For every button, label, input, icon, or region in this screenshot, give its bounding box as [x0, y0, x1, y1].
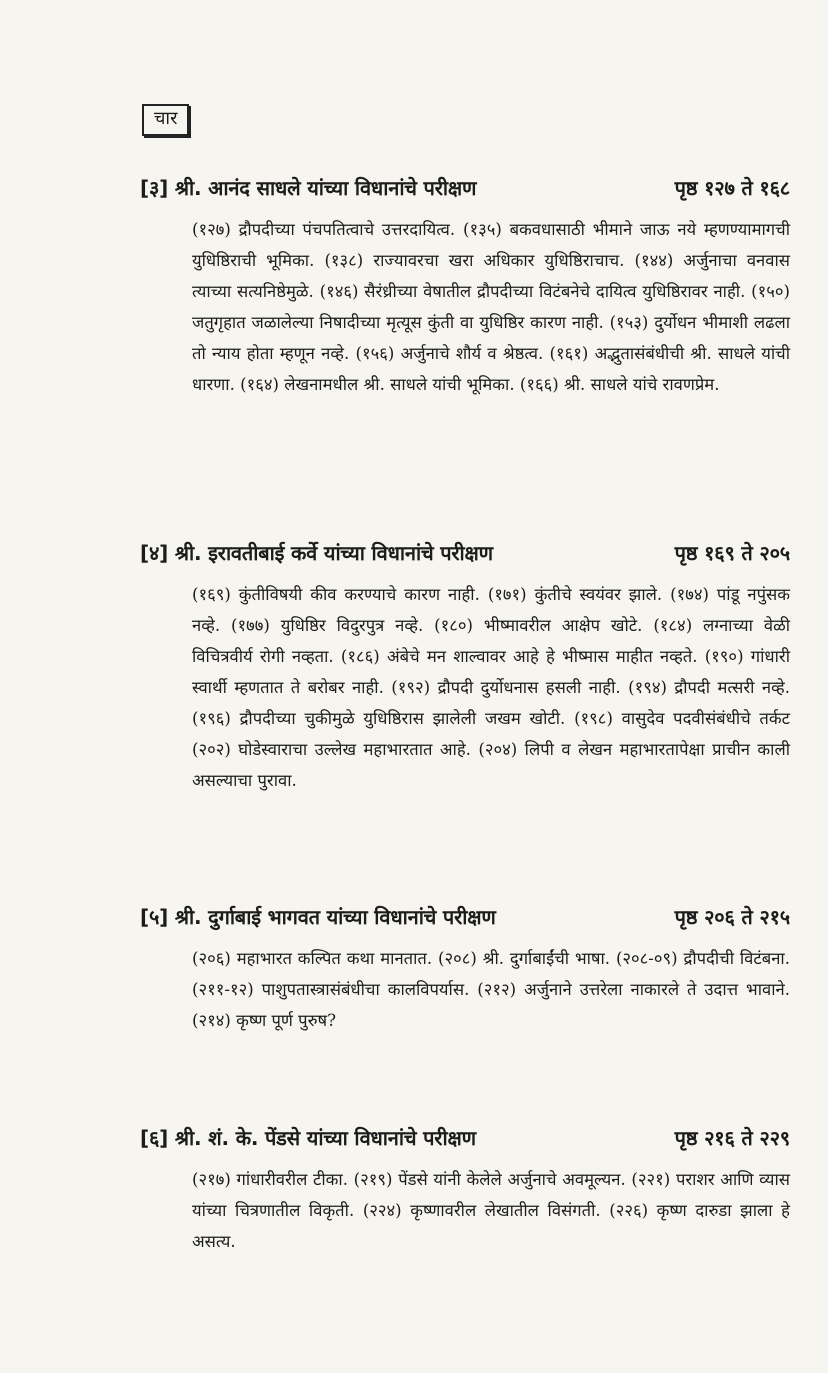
section-title: [५] श्री. दुर्गाबाई भागवत यांच्या विधानांचे परीक्षण	[140, 905, 496, 929]
section-body: (२०६) महाभारत कल्पित कथा मानतात. (२०८) श्री. दुर्गाबाईंची भाषा. (२०८-०९) द्रौपदीची विटंबना. (२११-१२) पाशुपतास्त्रासंबंधीचा कालविपर्यास. (२१२) अर्जुनाने उत्तरेला नाकारले ते उदात्त भावाने. (२१४) कृष्ण पूर्ण पुरुष?	[192, 949, 790, 1030]
section-title: [३] श्री. आनंद साधले यांच्या विधानांचे परीक्षण	[140, 176, 477, 200]
section-heading	[140, 174, 790, 202]
section-body: (२१७) गांधारीवरील टीका. (२१९) पेंडसे यांनी केलेले अर्जुनाचे अवमूल्यन. (२२१) पराशर आणि व्यास यांच्या चित्रणातील विकृती. (२२४) कृष्णावरील लेखातील विसंगती. (२२६) कृष्ण दारुडा झाला हे असत्य.	[192, 1170, 790, 1251]
section-body: (१६९) कुंतीविषयी कीव करण्याचे कारण नाही. (१७१) कुंतीचे स्वयंवर झाले. (१७४) पांडू नपुंसक नव्हे. (१७७) युधिष्ठिर विदुरपुत्र नव्हे. (१८०) भीष्मावरील आक्षेप खोटे. (१८४) लग्नाच्या वेळी विचित्रवीर्य रोगी नव्हता. (१८६) अंबेचे मन शाल्वावर आहे हे भीष्मास माहीत नव्हते. (१९०) गांधारी स्वार्थी म्हणतात ते बरोबर नाही. (१९२) द्रौपदी दुर्योधनास हसली नाही. (१९४) द्रौपदी मत्सरी नव्हे. (१९६) द्रौपदीच्या चुकीमुळे युधिष्ठिरास झालेली जखम खोटी. (१९८) वासुदेव पदवीसंबंधीचे तर्कट (२०२) घोडेस्वाराचा उल्लेख महाभारतात आहे. (२०४) लिपी व लेखन महाभारतापेक्षा प्राचीन काली असल्याचा पुरावा.	[192, 585, 790, 790]
toc-section-6	[140, 1124, 790, 1257]
page-range: पृष्ठ १२७ ते १६८	[674, 176, 790, 200]
page-range: पृष्ठ २१६ ते २२९	[674, 1126, 790, 1150]
page-range: पृष्ठ २०६ ते २१५	[674, 905, 790, 929]
page-number-label: चार	[142, 104, 189, 136]
section-title: [४] श्री. इरावतीबाई कर्वे यांच्या विधानांचे परीक्षण	[140, 541, 493, 565]
section-body: (१२७) द्रौपदीच्या पंचपतित्वाचे उत्तरदायित्व. (१३५) बकवधासाठी भीमाने जाऊ नये म्हणण्यामागची युधिष्ठिराची भूमिका. (१३८) राज्यावरचा खरा अधिकार युधिष्ठिराचाच. (१४४) अर्जुनाचा वनवास त्याच्या सत्यनिष्ठेमुळे. (१४६) सैरंध्रीच्या वेषातील द्रौपदीच्या विटंबनेचे दायित्व युधिष्ठिरावर नाही. (१५०) जतुगृहात जळालेल्या निषादीच्या मृत्यूस कुंती वा युधिष्ठिर कारण नाही. (१५३) दुर्योधन भीमाशी लढला तो न्याय होता म्हणून नव्हे. (१५६) अर्जुनाचे शौर्य व श्रेष्ठत्व. (१६१) अद्भुतासंबंधीची श्री. साधले यांची धारणा. (१६४) लेखनामधील श्री. साधले यांची भूमिका. (१६६) श्री. साधले यांचे रावणप्रेम.	[192, 220, 790, 394]
toc-section-3	[140, 174, 790, 400]
section-heading	[140, 903, 790, 931]
toc-section-4	[140, 539, 790, 796]
page-range: पृष्ठ १६९ ते २०५	[674, 541, 790, 565]
toc-section-5	[140, 903, 790, 1036]
section-heading	[140, 539, 790, 567]
section-title: [६] श्री. शं. के. पेंडसे यांच्या विधानांचे परीक्षण	[140, 1126, 476, 1150]
section-heading	[140, 1124, 790, 1152]
